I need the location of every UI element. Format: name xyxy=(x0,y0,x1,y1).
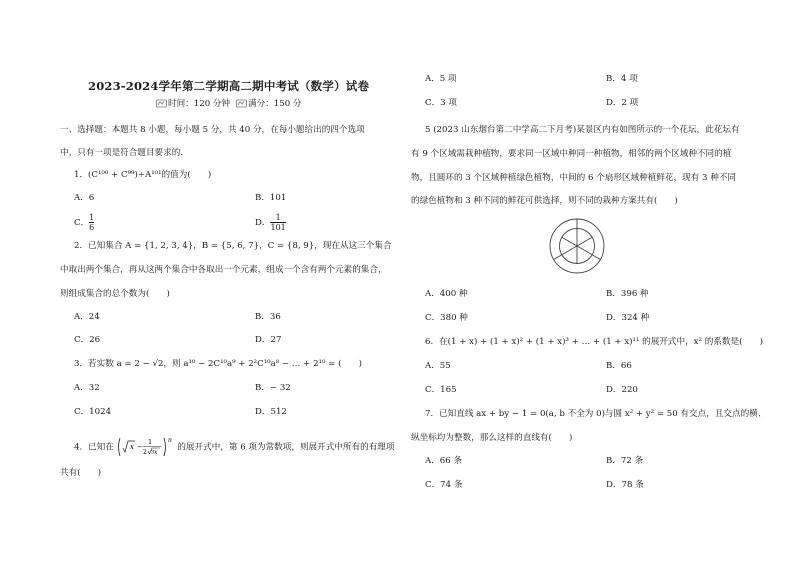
q5-line-2: 有 9 个区域需栽种植物，要求同一区域中种同一种植物，相邻的两个区域种不同的植 xyxy=(411,149,732,159)
q4-option-a[interactable]: A．5 项 xyxy=(425,74,457,84)
q3-option-b[interactable]: B．− 32 xyxy=(255,383,291,393)
svg-text:2: 2 xyxy=(142,449,147,456)
q5-option-c[interactable]: C．380 种 xyxy=(425,313,468,323)
q4-option-b[interactable]: B．4 项 xyxy=(606,74,638,84)
q3-stem: 3．若实数 a = 2 − √2，则 a¹⁰ − 2C¹⁰a⁹ + 2²C¹⁰a⁸ − … + 2¹⁰ = ( ) xyxy=(74,359,362,369)
q6-option-c[interactable]: C．165 xyxy=(425,385,457,395)
q1-option-c[interactable]: C． $\frac{1}{6}$ xyxy=(74,213,95,232)
svg-text:3: 3 xyxy=(150,449,154,456)
q5-option-b[interactable]: B．396 种 xyxy=(606,289,649,299)
svg-text:n: n xyxy=(167,437,172,444)
q7-line-1: 7．已知直线 ax + by − 1 = 0(a, b 不全为 0)与圆 x² + y² = 50 有交点，且交点的横、 xyxy=(425,409,767,419)
q6-option-d[interactable]: D．220 xyxy=(606,385,638,395)
q1-option-b[interactable]: B．101 xyxy=(255,193,287,203)
stamp-icon xyxy=(156,99,167,108)
q7-option-d[interactable]: D．78 条 xyxy=(606,480,644,490)
q6-stem: 6．在(1 + x) + (1 + x)² + (1 + x)³ + … + (1 + x)¹¹ 的展开式中，x² 的系数是( ) xyxy=(425,337,764,347)
q1-stem: 1．(C¹⁰⁰ + C⁹⁹)÷A¹⁰¹的值为( ) xyxy=(74,170,212,180)
q5-line-3: 物，且圆环的 3 个区域种植绿色植物，中间的 6 个扇形区域种植鲜花，现有 3 种不同 xyxy=(411,173,736,183)
q4-line-1: 4．已知在 x − 1 2 3 x n 的展开式中，第 6 项为常数项，则展开式中所有的有理项 xyxy=(74,437,395,456)
instructions-line-1: 一、选择题：本题共 8 小题，每小题 5 分，共 40 分，在每小题给出的四个选项 xyxy=(60,125,365,135)
q6-option-b[interactable]: B．66 xyxy=(606,361,632,371)
q7-option-b[interactable]: B．72 条 xyxy=(606,456,644,466)
svg-text:x: x xyxy=(153,449,157,456)
q4-line-2: 共有( ) xyxy=(60,468,102,478)
q4-option-c[interactable]: C．3 项 xyxy=(425,98,457,108)
q3-option-a[interactable]: A．32 xyxy=(74,383,100,393)
q2-option-d[interactable]: D．27 xyxy=(255,335,282,345)
q7-option-c[interactable]: C．74 条 xyxy=(425,480,463,490)
svg-text:1: 1 xyxy=(147,438,152,446)
exam-time: 时间：120 分钟 xyxy=(156,98,230,110)
stamp-icon xyxy=(236,99,247,108)
q7-line-2: 纵坐标均为整数，那么这样的直线有( ) xyxy=(411,433,573,443)
q6-option-a[interactable]: A．55 xyxy=(425,361,451,371)
q7-option-a[interactable]: A．66 条 xyxy=(425,456,463,466)
q2-line-2: 中取出两个集合，再从这两个集合中各取出一个元素，组成一个含有两个元素的集合， xyxy=(60,265,387,275)
svg-text:−: − xyxy=(136,443,143,451)
q2-option-b[interactable]: B．36 xyxy=(255,312,281,322)
q4-option-d[interactable]: D．2 项 xyxy=(606,98,639,108)
q5-line-4: 的绿色植物和 3 种不同的鲜花可供选择，则不同的栽种方案共有( ) xyxy=(411,196,678,206)
q2-option-a[interactable]: A．24 xyxy=(74,312,100,322)
svg-text:x: x xyxy=(129,443,134,451)
q5-option-a[interactable]: A．400 种 xyxy=(425,289,468,299)
exam-score: 满分：150 分 xyxy=(236,98,302,110)
q1-option-d[interactable]: D． $\frac{1}{101}$ xyxy=(255,213,286,232)
flower-bed-figure xyxy=(548,217,606,275)
q3-option-d[interactable]: D．512 xyxy=(255,407,287,417)
exam-title: 2023-2024学年第二学期高二期中考试（数学）试卷 xyxy=(88,79,370,93)
q2-line-3: 则组成集合的总个数为( ) xyxy=(60,289,170,299)
instructions-line-2: 中，只有一项是符合题目要求的． xyxy=(60,148,189,158)
q2-option-c[interactable]: C．26 xyxy=(74,335,101,345)
q5-option-d[interactable]: D．324 种 xyxy=(606,313,650,323)
binomial-formula-icon xyxy=(117,436,175,458)
q5-line-1: 5 (2023 山东烟台第二中学高二下月考)某景区内有如图所示的一个花坛，此花坛有 xyxy=(425,125,740,135)
q3-option-c[interactable]: C．1024 xyxy=(74,407,112,417)
q2-line-1: 2．已知集合 A = {1, 2, 3, 4}，B = {5, 6, 7}，C = {8, 9}，现在从这三个集合 xyxy=(74,241,392,251)
q1-option-a[interactable]: A．6 xyxy=(74,193,95,203)
